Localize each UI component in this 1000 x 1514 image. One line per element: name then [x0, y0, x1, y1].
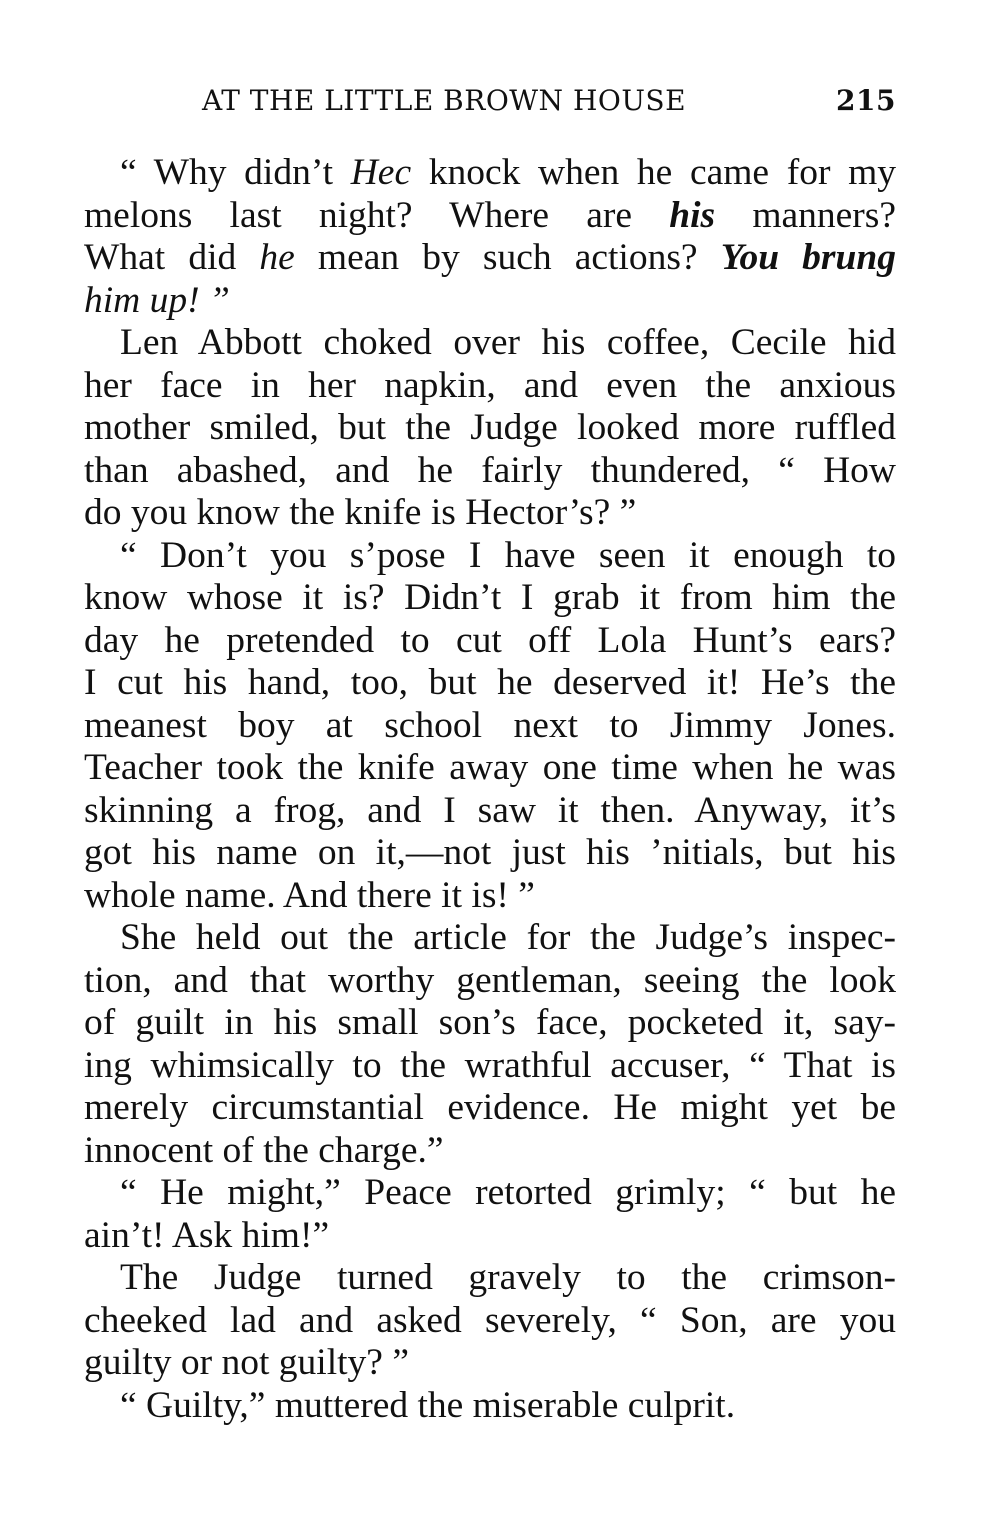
- text-segment: innocent of the charge.”: [84, 1129, 444, 1171]
- text-segment: of guilt in his small son’s face, pocketed it, say-: [84, 1002, 896, 1043]
- text-segment: merely circumstantial evidence. He might yet be: [84, 1087, 896, 1128]
- text-segment: day he pretended to cut off Lola Hunt’s ears?: [84, 619, 896, 661]
- text-line: [84, 662, 896, 705]
- text-line: [84, 535, 896, 578]
- text-line: [84, 960, 896, 1003]
- text-segment: her face in her napkin, and even the anxious: [84, 364, 896, 406]
- text-segment: skinning a frog, and I saw it then. Anyway, it’s: [84, 789, 896, 831]
- text-segment: You brung: [720, 237, 896, 278]
- text-segment: know whose it is? Didn’t I grab it from him the: [84, 577, 896, 618]
- paragraph: [84, 322, 896, 535]
- text-segment: tion, and that worthy gentleman, seeing the look: [84, 959, 896, 1001]
- text-line: [84, 577, 896, 620]
- running-header: [84, 84, 896, 124]
- text-segment: “ Don’t you s’pose I have seen it enough to: [120, 534, 896, 576]
- paragraph: [84, 1385, 896, 1428]
- text-segment: whole name. And there it is! ”: [84, 874, 535, 916]
- text-line: [84, 1300, 896, 1343]
- text-line: [84, 620, 896, 663]
- paragraph: [84, 917, 896, 1172]
- paragraph: [84, 1257, 896, 1385]
- text-segment: “ Why didn’t: [120, 152, 351, 193]
- text-segment: “ Guilty,” muttered the miserable culprit.: [120, 1384, 736, 1426]
- text-line: [84, 1342, 896, 1385]
- text-segment: guilty or not guilty? ”: [84, 1342, 409, 1383]
- body-text: [84, 152, 896, 1427]
- text-line: [84, 1385, 896, 1428]
- text-segment: ing whimsically to the wrathful accuser, “ That is: [84, 1044, 896, 1086]
- text-segment: melons last night? Where are: [84, 194, 670, 236]
- text-segment: ain’t! Ask him!”: [84, 1214, 330, 1256]
- text-line: [84, 280, 896, 323]
- text-line: [84, 747, 896, 790]
- text-segment: mean by such actions?: [294, 237, 721, 278]
- text-segment: got his name on it,—not just his ’nitials, but his: [84, 832, 896, 873]
- text-line: [84, 195, 896, 238]
- text-line: [84, 492, 896, 535]
- text-segment: him up! ”: [84, 279, 230, 321]
- text-segment: The Judge turned gravely to the crimson-: [120, 1257, 896, 1298]
- text-line: [84, 705, 896, 748]
- text-segment: do you know the knife is Hector’s? ”: [84, 492, 637, 533]
- text-line: [84, 1257, 896, 1300]
- text-segment: than abashed, and he fairly thundered, “ How: [84, 449, 896, 491]
- text-line: [84, 450, 896, 493]
- text-line: [84, 1172, 896, 1215]
- text-line: [84, 1002, 896, 1045]
- text-segment: he: [259, 237, 295, 278]
- text-segment: “ He might,” Peace retorted grimly; “ but he: [120, 1172, 896, 1213]
- paragraph: [84, 1172, 896, 1257]
- text-segment: knock when he came for my: [411, 152, 896, 193]
- text-line: [84, 1045, 896, 1088]
- text-line: [84, 790, 896, 833]
- text-line: [84, 152, 896, 195]
- text-line: [84, 875, 896, 918]
- paragraph: [84, 152, 896, 322]
- text-line: [84, 1087, 896, 1130]
- text-segment: Hec: [350, 152, 412, 193]
- text-segment: Len Abbott choked over his coffee, Cecile hid: [120, 322, 896, 363]
- text-line: [84, 237, 896, 280]
- page-number: 215: [836, 84, 896, 117]
- running-title: AT THE LITTLE BROWN HOUSE: [202, 84, 687, 117]
- text-segment: cheeked lad and asked severely, “ Son, are you: [84, 1299, 896, 1341]
- text-segment: She held out the article for the Judge’s inspec-: [120, 917, 896, 958]
- text-line: [84, 407, 896, 450]
- text-segment: his: [669, 194, 716, 236]
- text-line: [84, 917, 896, 960]
- text-segment: I cut his hand, too, but he deserved it! He’s the: [84, 662, 896, 703]
- text-line: [84, 322, 896, 365]
- text-line: [84, 1130, 896, 1173]
- text-segment: mother smiled, but the Judge looked more ruffled: [84, 407, 896, 448]
- paragraph: [84, 535, 896, 918]
- text-line: [84, 832, 896, 875]
- text-segment: What did: [84, 237, 260, 278]
- text-segment: Teacher took the knife away one time when he was: [84, 747, 896, 788]
- text-segment: meanest boy at school next to Jimmy Jones.: [84, 704, 896, 746]
- text-line: [84, 1215, 896, 1258]
- text-line: [84, 365, 896, 408]
- text-segment: manners?: [715, 194, 897, 236]
